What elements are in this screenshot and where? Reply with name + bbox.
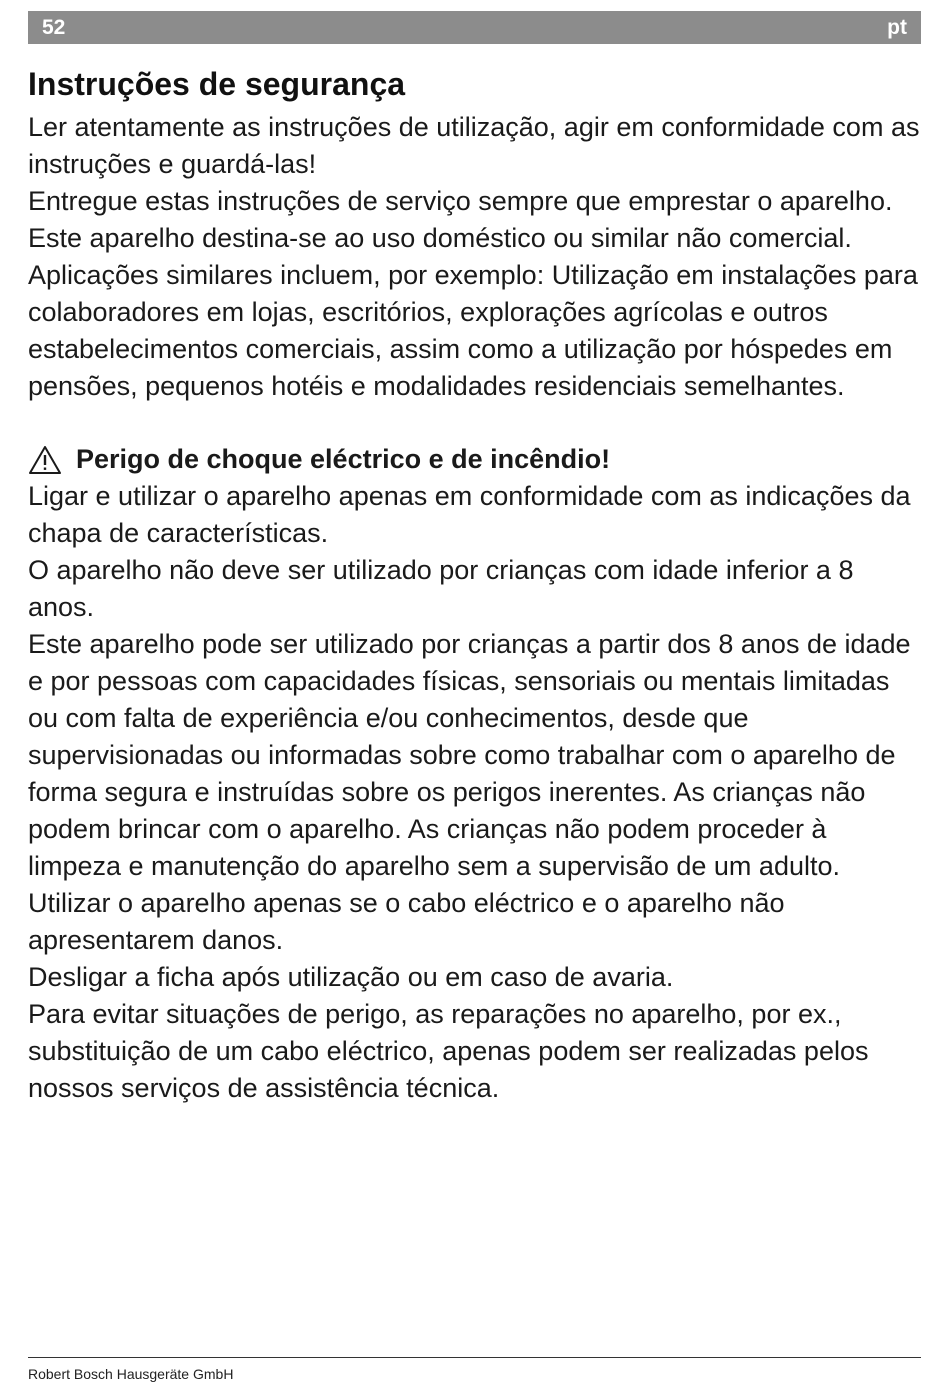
warning-paragraph: Este aparelho pode ser utilizado por crianças a partir dos 8 anos de idade e por pessoas com capacidades físicas, sensoriais ou mentais limitadas ou com falta de experiência e/ou conhecimentos, desde que supervisionadas ou informadas sobre como trabalhar com o aparelho de forma segura e instruídas sobre os perigos inerentes. As crianças não podem brincar com o aparelho. As crianças não podem proceder à limpeza e manutenção do aparelho sem a supervisão de um adulto. [28, 629, 911, 881]
language-code: pt [887, 15, 907, 39]
warning-paragraph: Utilizar o aparelho apenas se o cabo eléctrico e o aparelho não apresentarem danos. [28, 888, 785, 955]
page-header-bar [28, 11, 921, 44]
warning-paragraph: O aparelho não deve ser utilizado por crianças com idade inferior a 8 anos. [28, 555, 854, 622]
warning-triangle-icon [28, 445, 62, 475]
warning-block [28, 441, 921, 1107]
intro-paragraph: Este aparelho destina-se ao uso doméstico ou similar não comercial. Aplicações similares incluem, por exemplo: Utilização em instalações para colaboradores em lojas, escritórios, explorações agrícolas e outros estabelecimentos comerciais, assim como a utilização por hóspedes em pensões, pequenos hotéis e modalidades residenciais semelhantes. [28, 223, 918, 401]
intro-paragraph: Ler atentamente as instruções de utilização, agir em conformidade com as instruções e guardá-las! [28, 112, 920, 179]
intro-paragraph: Entregue estas instruções de serviço sempre que emprestar o aparelho. [28, 186, 893, 216]
intro-block [28, 109, 921, 405]
footer-divider [28, 1357, 921, 1358]
warning-heading [28, 441, 921, 478]
warning-paragraph: Desligar a ficha após utilização ou em caso de avaria. [28, 962, 674, 992]
spacer [28, 405, 921, 441]
footer-company: Robert Bosch Hausgeräte GmbH [28, 1366, 234, 1382]
section-title: Instruções de segurança [28, 66, 406, 102]
page-number: 52 [42, 15, 66, 39]
warning-heading-text: Perigo de choque eléctrico e de incêndio! [76, 444, 611, 474]
warning-paragraph: Ligar e utilizar o aparelho apenas em conformidade com as indicações da chapa de características. [28, 481, 911, 548]
warning-paragraph: Para evitar situações de perigo, as reparações no aparelho, por ex., substituição de um cabo eléctrico, apenas podem ser realizadas pelos nossos serviços de assistência técnica. [28, 999, 869, 1103]
page-content [28, 62, 921, 1107]
